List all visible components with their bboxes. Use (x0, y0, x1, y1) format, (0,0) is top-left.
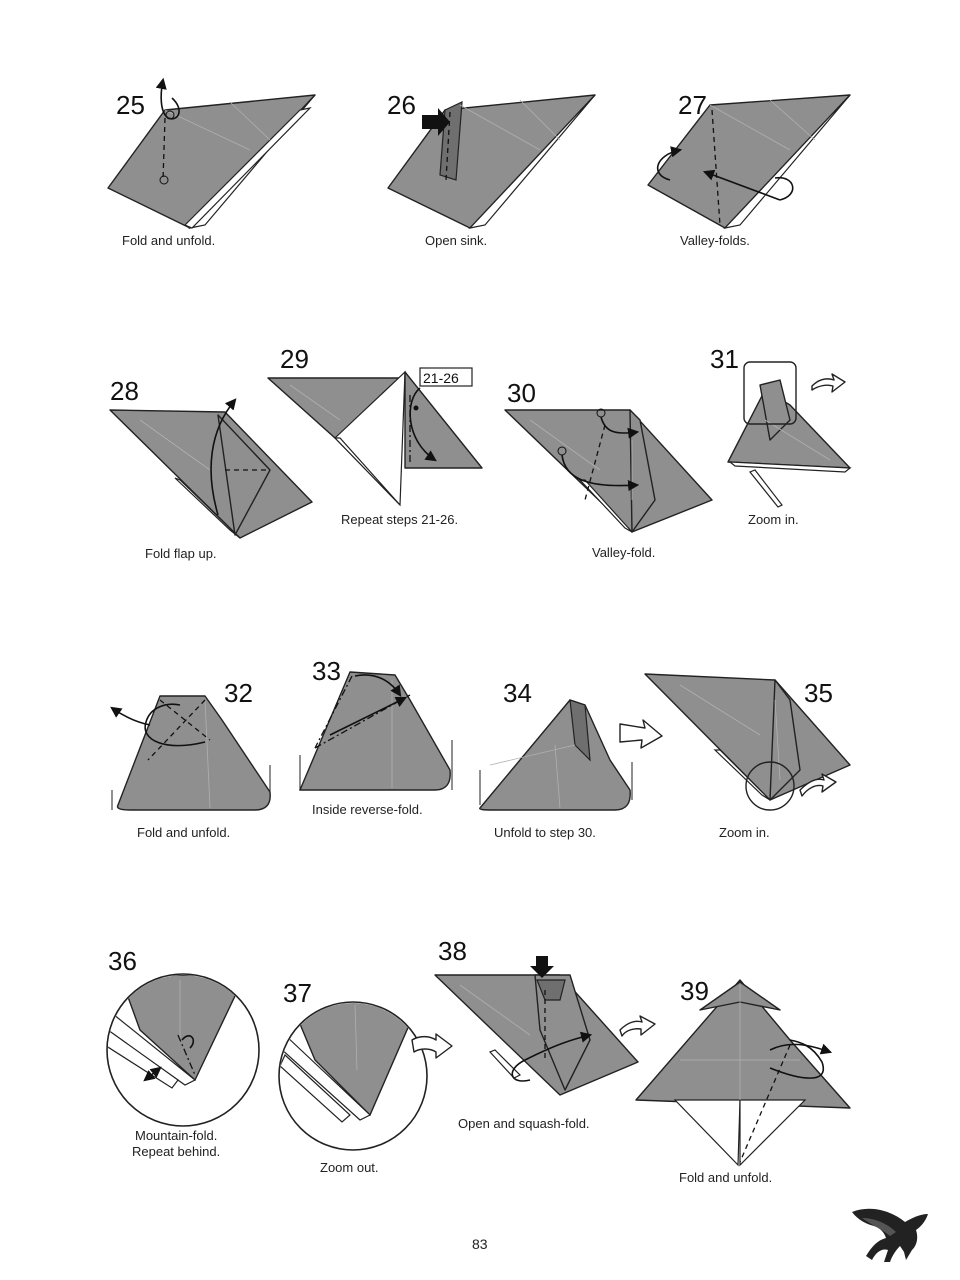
step-number: 29 (280, 344, 309, 374)
step-number: 38 (438, 936, 467, 966)
step-caption: Fold and unfold. (122, 233, 216, 248)
step-number: 32 (224, 678, 253, 708)
step-31-diagram (728, 362, 850, 507)
hollow-arrow-icon (620, 720, 662, 748)
step-number: 33 (312, 656, 341, 686)
step-caption: Fold and unfold. (137, 825, 231, 840)
step-caption: Inside reverse-fold. (312, 802, 423, 817)
step-caption: Valley-folds. (680, 233, 750, 248)
step-caption: Zoom in. (719, 825, 770, 840)
step-caption: Fold and unfold. (679, 1170, 773, 1185)
step-caption: Open and squash-fold. (458, 1116, 590, 1131)
step-30-diagram (505, 409, 712, 532)
step-caption: Zoom in. (748, 512, 799, 527)
hollow-arrow-icon (812, 374, 845, 392)
step-caption: Valley-fold. (592, 545, 656, 560)
step-caption: Unfold to step 30. (494, 825, 596, 840)
step-38-diagram (435, 956, 655, 1095)
step-26-diagram (388, 95, 595, 228)
step-number: 30 (507, 378, 536, 408)
step-reference: 21-26 (423, 370, 459, 386)
step-caption: Mountain-fold. (135, 1128, 218, 1143)
step-number: 28 (110, 376, 139, 406)
step-number: 27 (678, 90, 707, 120)
step-39-diagram (636, 980, 850, 1165)
step-28-diagram (110, 400, 312, 538)
step-34-diagram (480, 700, 662, 810)
step-caption: Repeat behind. (132, 1144, 221, 1159)
step-number: 37 (283, 978, 312, 1008)
step-caption: Fold flap up. (145, 546, 217, 561)
step-number: 36 (108, 946, 137, 976)
step-caption: Repeat steps 21-26. (341, 512, 459, 527)
hollow-arrow-icon (620, 1016, 655, 1036)
step-37-diagram (279, 1000, 452, 1150)
step-29-diagram (268, 368, 482, 505)
step-number: 25 (116, 90, 145, 120)
step-number: 39 (680, 976, 709, 1006)
step-32-diagram (112, 696, 270, 810)
step-number: 34 (503, 678, 532, 708)
step-caption: Open sink. (425, 233, 488, 248)
step-33-diagram (300, 672, 452, 790)
step-caption: Zoom out. (320, 1160, 379, 1175)
step-number: 26 (387, 90, 416, 120)
step-number: 35 (804, 678, 833, 708)
page-number: 83 (472, 1236, 488, 1252)
pegasus-icon (852, 1209, 928, 1262)
step-36-diagram (100, 974, 259, 1126)
step-number: 31 (710, 344, 739, 374)
